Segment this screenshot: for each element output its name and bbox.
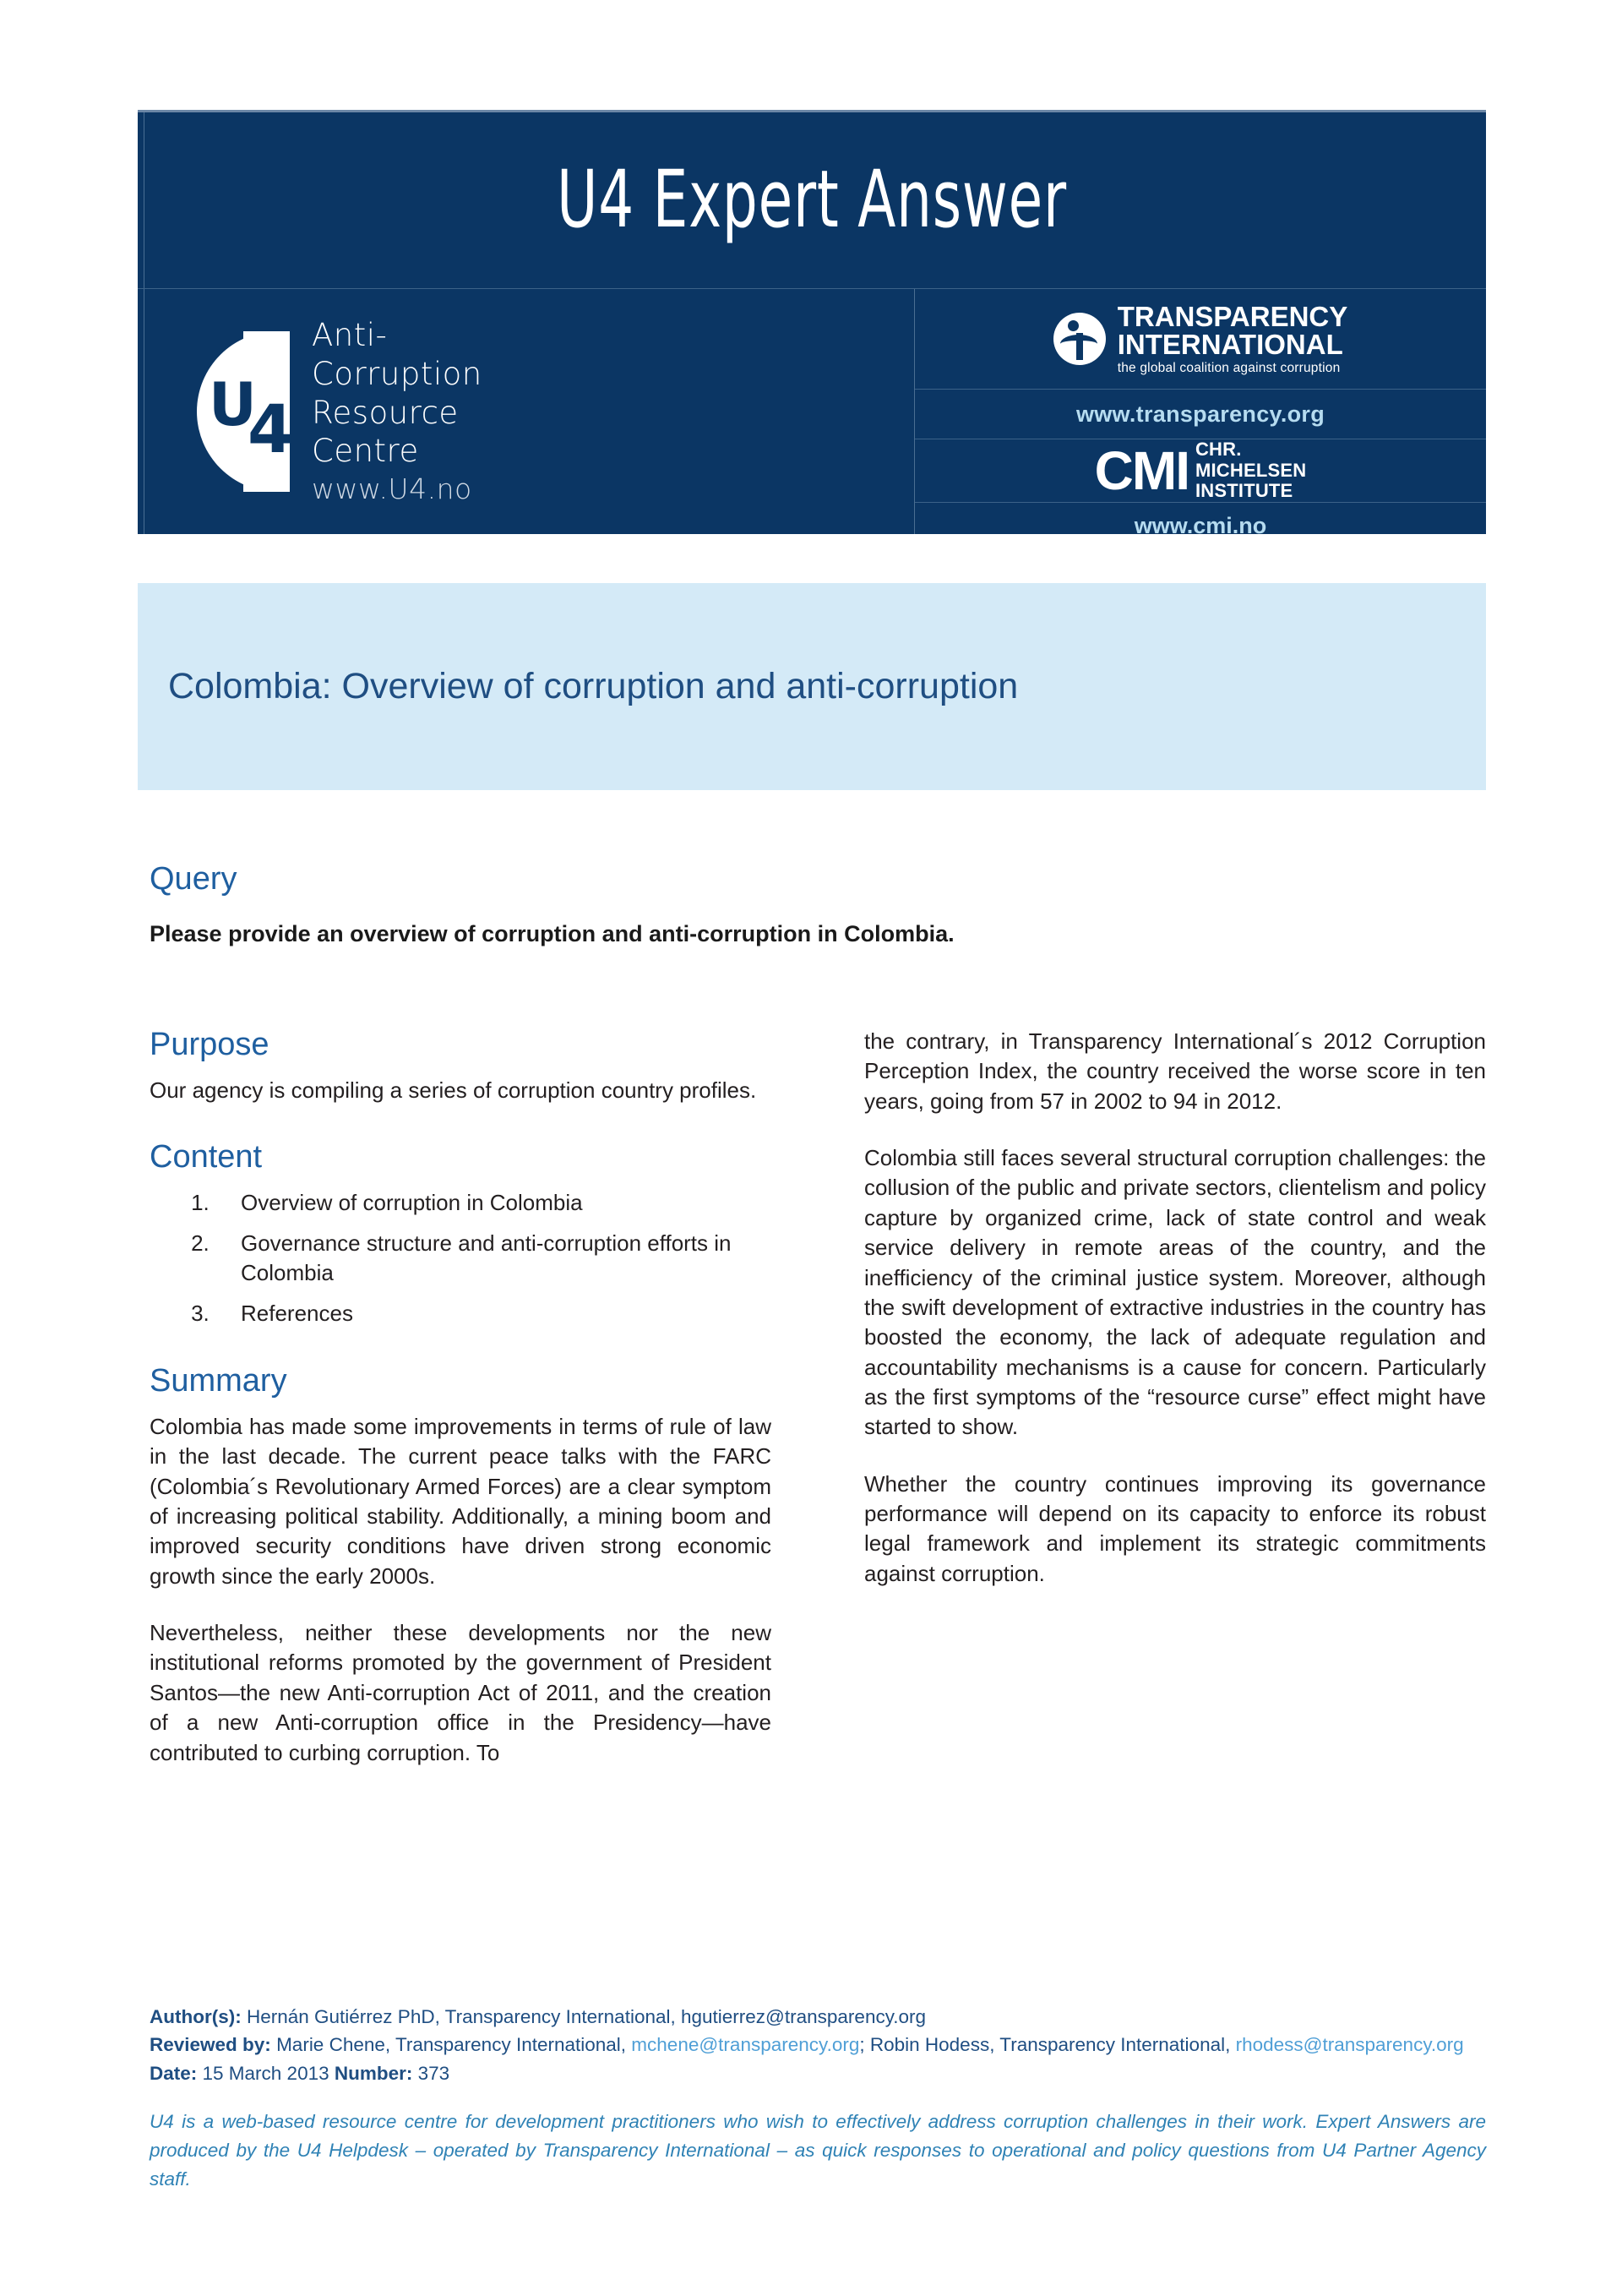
summary-paragraph: Colombia has made some improvements in terms of rule of law in the last decade. The current peace talks with the FARC (Colombia´s Revolutionary Armed Forces) are a clear symptom of increasing political stability. Additionally, a mining boom and improved security conditions have driven strong economic growth since the early 2000s. [150,1413,771,1589]
transparency-url[interactable]: www.transparency.org [1075,401,1325,427]
date-label: Date: [150,2062,198,2084]
u4-mark-icon [197,331,294,492]
list-item: 3. References [215,1299,771,1329]
summary-heading: Summary [150,1363,287,1399]
date-value: 15 March 2013 [197,2062,335,2084]
masthead-title-band [138,112,1486,289]
cmi-url[interactable]: www.cmi.no [1134,513,1267,539]
cmi-url-row [915,503,1486,550]
summary-paragraph: Whether the country continues improving its governance performance will depend on its capacity to enforce its robust legal framework and implement its strategic commitments against corruption. [864,1470,1486,1586]
ti-tagline: the global coalition against corruption [1117,360,1341,375]
transparency-url-row [915,390,1486,439]
author-value: Hernán Gutiérrez PhD, Transparency International, hgutierrez@transparency.org [241,2006,927,2027]
author-line [150,2003,1486,2031]
reviewer-email-1[interactable]: mchene@transparency.org [631,2034,860,2056]
cmi-line3: INSTITUTE [1195,480,1293,502]
cmi-logo [915,439,1486,503]
u4-logo-words [312,316,482,507]
cmi-fullname [1195,439,1306,502]
title-banner [138,583,1486,790]
content-heading: Content [150,1139,263,1175]
partner-logos [915,289,1486,539]
globe-person-icon [1053,313,1106,365]
reviewed-mid: ; Robin Hodess, Transparency International, [859,2034,1236,2056]
cmi-line1: CHR. [1195,439,1242,460]
left-column [150,1027,771,1795]
query-heading: Query [150,861,237,897]
list-item: 1. Overview of corruption in Colombia [215,1188,771,1219]
reviewed-label: Reviewed by: [150,2034,271,2056]
number-label: Number: [334,2062,413,2084]
u4-logo-line4: Centre [312,433,419,470]
u4-logo-line2: Corruption [312,355,482,392]
u4-mark-digit: 4 [248,392,294,468]
reviewed-pre: Marie Chene, Transparency International, [270,2034,632,2056]
page-title: Colombia: Overview of corruption and anti-corruption [168,666,1019,706]
query-text: Please provide an overview of corruption and anti-corruption in Colombia. [150,920,955,946]
cmi-acronym: CMI [1094,439,1189,501]
query-section [150,862,1484,949]
ti-line2: INTERNATIONAL [1117,328,1343,360]
masthead [138,110,1486,539]
cmi-line2: MICHELSEN [1195,459,1307,481]
list-item: 2. Governance structure and anti-corruption efforts in Colombia [215,1229,771,1290]
body-columns [150,1027,1486,1795]
footer [150,2003,1486,2194]
date-number-line [150,2059,1486,2087]
purpose-heading: Purpose [150,1027,269,1062]
transparency-international-text [1117,300,1348,376]
masthead-title: U4 Expert Answer [557,154,1067,246]
reviewer-email-2[interactable]: rhodess@transparency.org [1235,2034,1464,2056]
content-list [150,1188,771,1330]
u4-mark-letter: U [209,370,254,439]
transparency-international-logo [915,289,1486,390]
u4-logo-line3: Resource [312,394,459,431]
u4-logo-url[interactable]: www.U4.no [312,472,472,506]
globe-person-body-shape [1076,333,1083,360]
masthead-logos [138,289,1486,539]
reviewer-line [150,2031,1486,2059]
disclaimer-text: U4 is a web-based resource centre for development practitioners who wish to effectively address corruption challenges in their work. Expert Answers are produced by the U4 Helpdesk – operated by Transparency International – as quick responses to operational and policy questions from U4 Partner Agency staff. [150,2110,1486,2190]
author-label: Author(s): [150,2006,242,2027]
summary-paragraph: the contrary, in Transparency International´s 2012 Corruption Perception Index, the country received the worse score in ten years, going from 57 in 2002 to 94 in 2012. [864,1028,1486,1114]
ti-line1: TRANSPARENCY [1117,300,1348,332]
purpose-text: Our agency is compiling a series of corruption country profiles. [150,1077,757,1103]
summary-paragraph: Colombia still faces several structural corruption challenges: the collusion of the public and private sectors, clientelism and policy capture by organized crime, lack of state control and weak service delivery in remote areas of the country, and the inefficiency of the criminal justice system. Moreover, although the swift development of extractive industries in the country has boosted the economy, the lack of adequate regulation and accountability mechanisms is a cause for concern. Particularly as the first symptoms of the “resource curse” effect might have started to show. [864,1145,1486,1440]
number-value: 373 [412,2062,450,2084]
u4-logo-line1: Anti- [312,316,388,353]
u4-logo [138,289,915,534]
summary-paragraph: Nevertheless, neither these developments nor the new institutional reforms promoted by the government of President Santos—the new Anti-corruption Act of 2011, and the creation of a new Anti-corruption office in the Presidency—have contributed to curbing corruption. To [150,1620,771,1765]
right-column [864,1027,1486,1795]
